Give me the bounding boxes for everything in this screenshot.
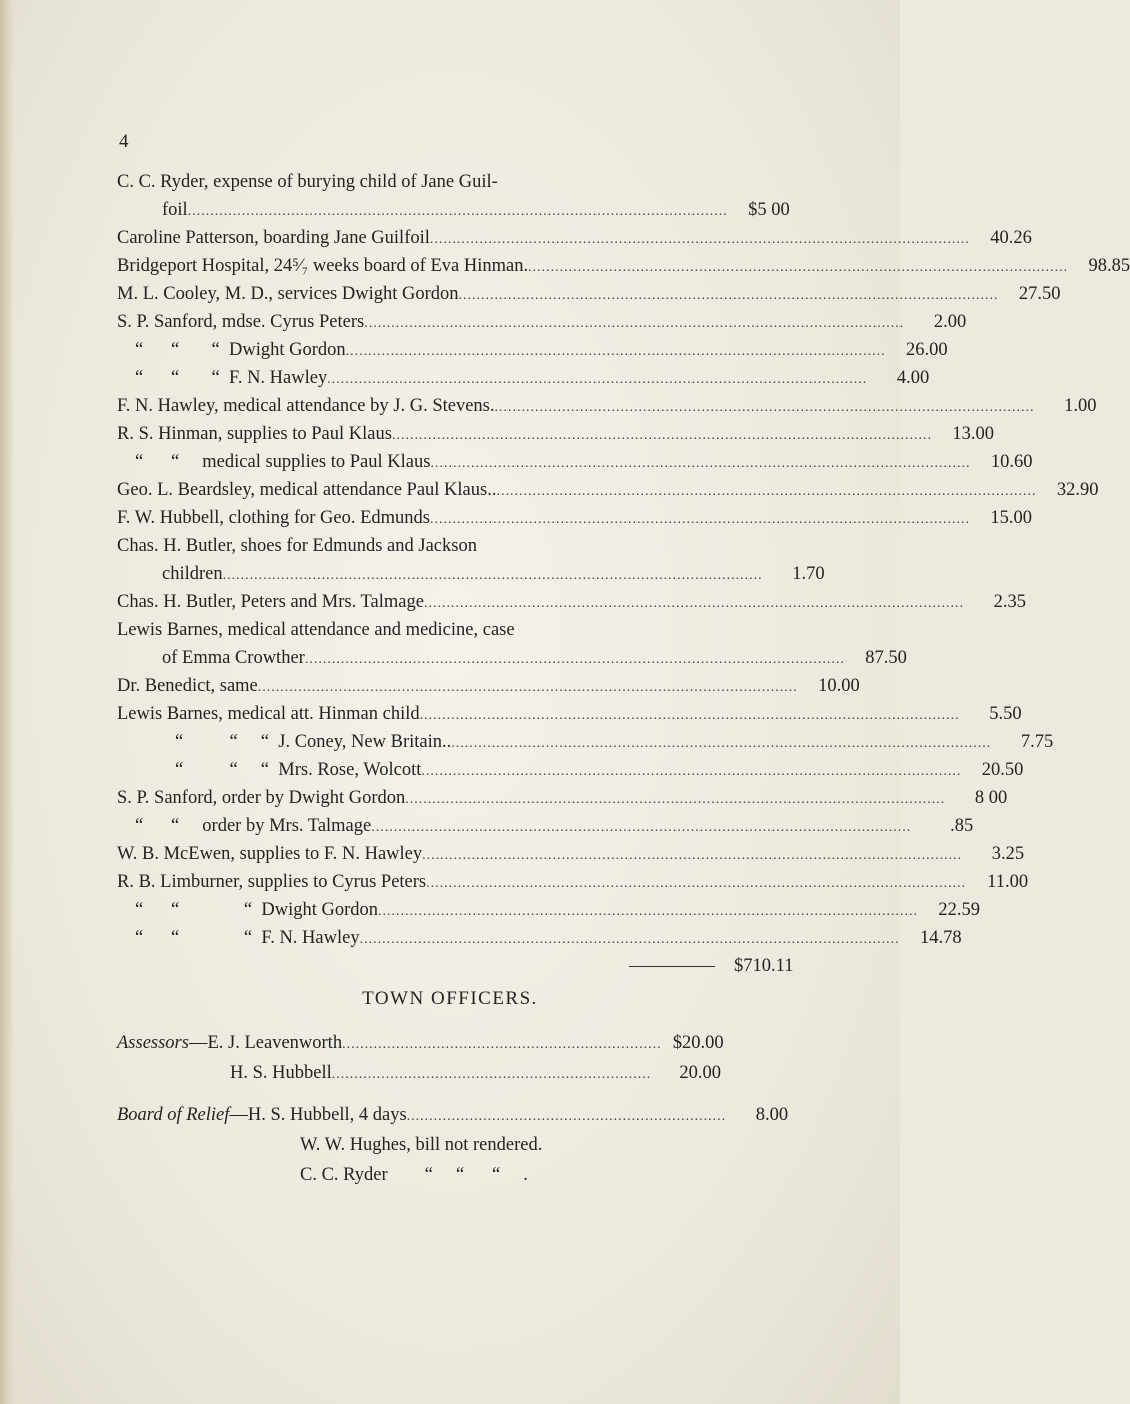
- dot-leader: ........................................................................................................................: [423, 596, 964, 611]
- expense-entry: [117, 784, 1008, 812]
- entry-text: F. N. Hawley, medical attendance by J. G. Stevens.: [117, 396, 495, 416]
- amount: 98.85: [1088, 256, 1130, 276]
- expense-entry: [117, 336, 948, 364]
- assessors-row-1: [117, 1028, 724, 1058]
- amount: 4.00: [896, 368, 930, 388]
- amount: 2.35: [993, 592, 1026, 612]
- entry-text: C. C. Ryder, expense of burying child of Jane Guil-: [117, 172, 498, 192]
- amount: 2.00: [933, 312, 967, 332]
- total-row: [117, 952, 794, 980]
- entry-text: R. S. Hinman, supplies to Paul Klaus: [117, 424, 392, 444]
- total-rule: [629, 966, 715, 967]
- dot-leader: .......................................................................: [342, 1037, 662, 1052]
- expense-list: [117, 168, 1130, 980]
- amount: 40.26: [990, 228, 1032, 248]
- entry-line: [117, 392, 1097, 420]
- dot-leader: ........................................................................................................................: [364, 316, 905, 331]
- amount: 1.70: [792, 564, 825, 584]
- entry-text: W. B. McEwen, supplies to F. N. Hawley: [117, 844, 423, 864]
- dot-leader: ........................................................................................................................: [494, 400, 1035, 415]
- binding-edge: [0, 0, 14, 1404]
- expense-entry: [117, 588, 1026, 616]
- relief-member: W. W. Hughes, bill not rendered.: [300, 1135, 543, 1155]
- dot-leader: ........................................................................................................................: [257, 680, 798, 695]
- entry-line: [117, 756, 1024, 784]
- dot-leader: .......................................................................: [406, 1109, 727, 1124]
- amount: 3.25: [991, 844, 1025, 864]
- expense-entry: [117, 616, 907, 672]
- entry-text: “ “ “ Mrs. Rose, Wolcott: [175, 760, 422, 780]
- entry-text: “ “ “ F. N. Hawley: [135, 368, 328, 388]
- dot-leader: ........................................................................................................................: [359, 932, 900, 947]
- entry-text: Lewis Barnes, medical att. Hinman child: [117, 704, 420, 724]
- entry-line: [117, 420, 994, 448]
- amount: 27.50: [1018, 284, 1061, 304]
- entry-line: [117, 532, 729, 560]
- entry-text: foil: [162, 200, 188, 220]
- expense-entry: [117, 280, 1061, 308]
- entry-line: [117, 868, 1029, 896]
- page-number: 4: [119, 131, 129, 152]
- entry-text: “ “ medical supplies to Paul Klaus: [135, 452, 431, 472]
- relief-member: C. C. Ryder “ “ “ .: [300, 1165, 528, 1185]
- expense-entry: [117, 532, 825, 588]
- expense-entry: [117, 840, 1025, 868]
- section-heading: TOWN OFFICERS.: [362, 988, 538, 1009]
- entry-line: [117, 336, 948, 364]
- amount: 15.00: [990, 508, 1033, 528]
- dot-leader: ........................................................................................................................: [371, 820, 912, 835]
- entry-text: S. P. Sanford, order by Dwight Gordon: [117, 788, 406, 808]
- expense-entry: [117, 392, 1097, 420]
- expense-entry: [117, 224, 1032, 252]
- amount: 20.50: [981, 760, 1024, 780]
- relief-row-1: [117, 1100, 789, 1130]
- amount: 10.00: [818, 676, 860, 696]
- amount: 13.00: [952, 424, 994, 444]
- entry-line: [117, 560, 825, 588]
- expense-entry: [117, 756, 1024, 784]
- amount: $20.00: [672, 1033, 724, 1053]
- amount: 10.60: [990, 452, 1033, 472]
- entry-text: of Emma Crowther: [162, 648, 305, 668]
- entry-line: [117, 252, 1130, 280]
- expense-entry: [117, 672, 860, 700]
- entry-line: [117, 784, 1008, 812]
- entry-text: “ “ “ Dwight Gordon: [135, 340, 346, 360]
- entry-text: Lewis Barnes, medical attendance and medicine, case: [117, 620, 515, 640]
- assessors-label: Assessors: [117, 1033, 189, 1053]
- dot-leader: ........................................................................................................................: [187, 204, 728, 219]
- entry-text: Geo. L. Beardsley, medical attendance Paul Klaus..: [117, 480, 497, 500]
- dot-leader: ........................................................................................................................: [222, 568, 763, 583]
- dot-leader: ........................................................................................................................: [458, 288, 999, 303]
- expense-entry: [117, 868, 1029, 896]
- entry-line: [117, 504, 1033, 532]
- relief-member: —H. S. Hubbell, 4 days: [229, 1105, 407, 1125]
- dot-leader: ........................................................................................................................: [430, 512, 971, 527]
- amount: $5 00: [748, 200, 790, 220]
- amount: 5.50: [989, 704, 1022, 724]
- total-amount: $710.11: [734, 956, 794, 976]
- expense-entry: [117, 476, 1099, 504]
- dot-leader: ........................................................................................................................: [405, 792, 946, 807]
- dot-leader: .......................................................................: [331, 1067, 652, 1082]
- entry-line: [117, 364, 930, 392]
- amount: 8 00: [974, 788, 1008, 808]
- entry-text: M. L. Cooley, M. D., services Dwight Gordon: [117, 284, 459, 304]
- entry-text: children: [162, 564, 223, 584]
- expense-entry: [117, 168, 790, 224]
- entry-line: [117, 644, 907, 672]
- amount: 26.00: [906, 340, 948, 360]
- entry-line: [117, 448, 1033, 476]
- dot-leader: ........................................................................................................................: [391, 428, 932, 443]
- amount: 22.59: [938, 900, 981, 920]
- entry-line: [117, 588, 1026, 616]
- expense-entry: [117, 896, 981, 924]
- expense-entry: [117, 812, 974, 840]
- expense-entry: [117, 420, 994, 448]
- relief-row-2: [117, 1130, 721, 1160]
- entry-text: Caroline Patterson, boarding Jane Guilfoil: [117, 228, 430, 248]
- dot-leader: ........................................................................................................................: [327, 372, 868, 387]
- dot-leader: ........................................................................................................................: [421, 764, 962, 779]
- entry-text: Chas. H. Butler, shoes for Edmunds and Jackson: [117, 536, 477, 556]
- expense-entry: [117, 504, 1033, 532]
- entry-line: [117, 280, 1061, 308]
- assessors-row-2: [117, 1058, 721, 1088]
- entry-line: [117, 196, 790, 224]
- entry-text: Dr. Benedict, same: [117, 676, 258, 696]
- entry-line: [117, 812, 974, 840]
- entry-line: [117, 896, 981, 924]
- assessor-name: H. S. Hubbell: [230, 1063, 332, 1083]
- expense-entry: [117, 728, 1054, 756]
- entry-text: “ “ order by Mrs. Talmage: [135, 816, 372, 836]
- expense-entry: [117, 448, 1033, 476]
- amount: 1.00: [1064, 396, 1097, 416]
- dot-leader: ........................................................................................................................: [451, 736, 992, 751]
- dot-leader: ........................................................................................................................: [429, 232, 970, 247]
- amount: 32.90: [1056, 480, 1099, 500]
- expense-entry: [117, 308, 967, 336]
- amount: 87.50: [865, 648, 907, 668]
- dot-leader: ........................................................................................................................: [378, 904, 919, 919]
- entry-text: “ “ “ J. Coney, New Britain..: [175, 732, 452, 752]
- entry-line: [117, 308, 967, 336]
- entry-text: S. P. Sanford, mdse. Cyrus Peters: [117, 312, 365, 332]
- amount: 7.75: [1020, 732, 1054, 752]
- amount: 20.00: [679, 1063, 721, 1083]
- expense-entry: [117, 700, 1022, 728]
- town-officers-list: [117, 1028, 789, 1190]
- amount: 8.00: [755, 1105, 789, 1125]
- dot-leader: ........................................................................................................................: [345, 344, 886, 359]
- amount: 11.00: [987, 872, 1029, 892]
- entry-line: [117, 616, 729, 644]
- entry-text: “ “ “ Dwight Gordon: [135, 900, 379, 920]
- amount: .85: [950, 816, 974, 836]
- entry-line: [117, 224, 1032, 252]
- assessor-name: —E. J. Leavenworth: [188, 1033, 343, 1053]
- entry-line: [117, 840, 1025, 868]
- entry-line: [117, 672, 860, 700]
- expense-entry: [117, 924, 962, 952]
- dot-leader: ........................................................................................................................: [419, 708, 960, 723]
- relief-label: Board of Relief: [117, 1105, 230, 1125]
- entry-text: F. W. Hubbell, clothing for Geo. Edmunds: [117, 508, 431, 528]
- dot-leader: ........................................................................................................................: [304, 652, 845, 667]
- entry-line: [117, 476, 1099, 504]
- entry-text: “ “ “ F. N. Hawley: [135, 928, 360, 948]
- entry-text: Chas. H. Butler, Peters and Mrs. Talmage: [117, 592, 424, 612]
- entry-text: R. B. Limburner, supplies to Cyrus Peters: [117, 872, 427, 892]
- dot-leader: ........................................................................................................................: [430, 456, 971, 471]
- amount: 14.78: [919, 928, 962, 948]
- entry-line: [117, 924, 962, 952]
- dot-leader: ........................................................................................................................: [496, 484, 1037, 499]
- entry-text: Bridgeport Hospital, 24⁵⁄₇ weeks board of Eva Hinman.: [117, 256, 529, 276]
- dot-leader: ........................................................................................................................: [528, 260, 1069, 275]
- entry-line: [117, 168, 729, 196]
- dot-leader: ........................................................................................................................: [422, 848, 963, 863]
- dot-leader: ........................................................................................................................: [426, 876, 967, 891]
- expense-entry: [117, 252, 1130, 280]
- expense-entry: [117, 364, 930, 392]
- relief-row-3: [117, 1160, 721, 1190]
- entry-line: [117, 728, 1054, 756]
- entry-line: [117, 700, 1022, 728]
